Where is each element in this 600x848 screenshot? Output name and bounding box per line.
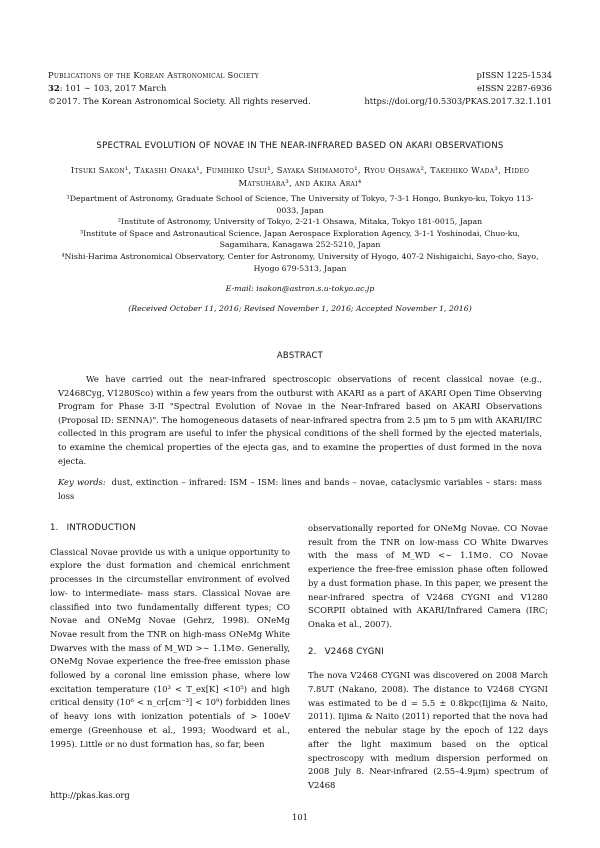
right-column: [308, 522, 548, 793]
affiliation-1: ¹Department of Astronomy, Graduate School of Science, The University of Tokyo, 7-3-1 Hongo, Bunkyo-ku, Tokyo 113-0033, Japan: [66, 194, 534, 215]
volume-pages: : 101 ∼ 103, 2017 March: [59, 83, 167, 93]
journal-url[interactable]: http://pkas.kas.org: [50, 790, 130, 800]
section-1-text: Classical Novae provide us with a unique opportunity to explore the dust formation and chemical enrichment processes in the circumstellar environment of evolved low- to intermediate- mass stars. Classical Novae are classified into two fundamentally different types; CO Novae and ONeMg Novae (Gehrz, 1998). ONeMg Novae result from the TNR on high-mass ONeMg White Dwarves with the mass of M_WD >∼ 1.1M⊙. Generally, ONeMg Novae experience the free-free emission phase followed by a coronal line emission phase, where low excitation temperature (10³ < T_ex[K] <10⁵) and high critical density (10⁶ < n_cr[cm⁻³] < 10⁹) forbidden lines of heavy ions with ionization potentials of > 100eV emerge (Greenhouse et al., 1993; Woodward et al., 1995). Little or no dust formation has, so far, been: [50, 546, 290, 749]
affiliations: [60, 193, 540, 274]
section-2-heading: [308, 646, 548, 660]
keywords: [58, 476, 542, 503]
paper-title: SPECTRAL EVOLUTION OF NOVAE IN THE NEAR-INFRARED BASED ON AKARI OBSERVATIONS: [96, 141, 504, 151]
authors-line-1: Itsuki Sakon¹, Takashi Onaka¹, Fumihiko Usui¹, Sayaka Shimamoto¹, Ryou Ohsawa², Takehiko Wada³, Hideo: [70, 165, 530, 175]
authors-line-2: Matsuhara³, and Akira Arai⁴: [238, 178, 362, 188]
keywords-text: dust, extinction – infrared: ISM – ISM: lines and bands – novae, cataclysmic variables – stars: mass loss: [58, 477, 542, 501]
copyright: ©2017. The Korean Astronomical Society. All rights reserved.: [48, 96, 311, 106]
received-dates: (Received October 11, 2016; Revised November 1, 2016; Accepted November 1, 2016): [128, 304, 472, 313]
eissn: eISSN 2287-6936: [476, 83, 552, 93]
affiliation-4: ⁴Nishi-Harima Astronomical Observatory, Center for Astronomy, University of Hyogo, 407-2 Nishigaichi, Sayo-cho, Sayo, Hyogo 679-5313, Japan: [61, 251, 539, 273]
section-1-continued: observationally reported for ONeMg Novae. CO Novae result from the TNR on low-mass CO White Dwarves with the mass of M_WD <∼ 1.1M⊙. CO Novae experience the free-free emission phase often followed by a dust formation phase. In this paper, we present the near-infrared spectra of V2468 CYGNI and V1280 SCORPII obtained with AKARI/Infrared Camera (IRC; Onaka et al., 2007).: [308, 523, 548, 629]
section-1-title: INTRODUCTION: [66, 523, 136, 533]
section-1-heading: [50, 522, 290, 536]
journal-name: Publications of the Korean Astronomical Society: [48, 70, 259, 80]
section-1-number: 1.: [50, 523, 59, 533]
abstract-heading: ABSTRACT: [276, 350, 324, 360]
section-2-title: V2468 CYGNI: [324, 646, 385, 657]
abstract-text: We have carried out the near-infrared spectroscopic observations of recent classical novae (e.g., V2468Cyg, V1280Sco) within a few years from the outburst with AKARI as a part of AKARI Open Time Observing Program for Phase 3-II "Spectral Evolution of Novae in the Near-Infrared based on AKARI Observations (Proposal ID: SENNA)". The homogeneous datasets of near-infrared spectra from 2.5 μm to 5 μm with AKARI/IRC collected in this program are useful to infer the physical conditions of the shell formed by the ejected materials, to examine the chemical properties of the ejecta gas, and to examine the properties of dust formed in the nova ejecta.: [58, 374, 542, 466]
pissn: pISSN 1225-1534: [476, 70, 552, 80]
volume-number: 32: [48, 83, 60, 93]
section-2-text: The nova V2468 CYGNI was discovered on 2008 March 7.8UT (Nakano, 2008). The distance to V2468 CYGNI was estimated to be d = 5.5 ± 0.8kpc(Iijima & Naito, 2011). Iijima & Naito (2011) reported that the nova had entered the nebular stage by the epoch of 122 days after the light maximum based on the optical spectroscopy with medium dispersion performed on 2008 July 8. Near-infrared (2.55–4.9μm) spectrum of V2468: [308, 670, 548, 790]
affiliation-3: ³Institute of Space and Astronautical Science, Japan Aerospace Exploration Agency, 3-1-1 Yoshinodai, Chuo-ku, Sagamihara, Kanagawa 252-5210, Japan: [80, 228, 520, 250]
page-number: 101: [292, 812, 308, 822]
section-2-number: 2.: [308, 646, 317, 657]
author-email: E-mail: isakon@astron.s.u-tokyo.ac.jp: [225, 284, 375, 293]
affiliation-2: ²Institute of Astronomy, University of Tokyo, 2-21-1 Ohsawa, Mitaka, Tokyo 181-0015, Japan: [117, 217, 483, 227]
journal-header-right: [322, 69, 552, 108]
keywords-label: Key words:: [58, 477, 106, 487]
author-list: [45, 164, 555, 190]
left-column: [50, 522, 290, 751]
doi-link[interactable]: https://doi.org/10.5303/PKAS.2017.32.1.101: [364, 96, 552, 106]
